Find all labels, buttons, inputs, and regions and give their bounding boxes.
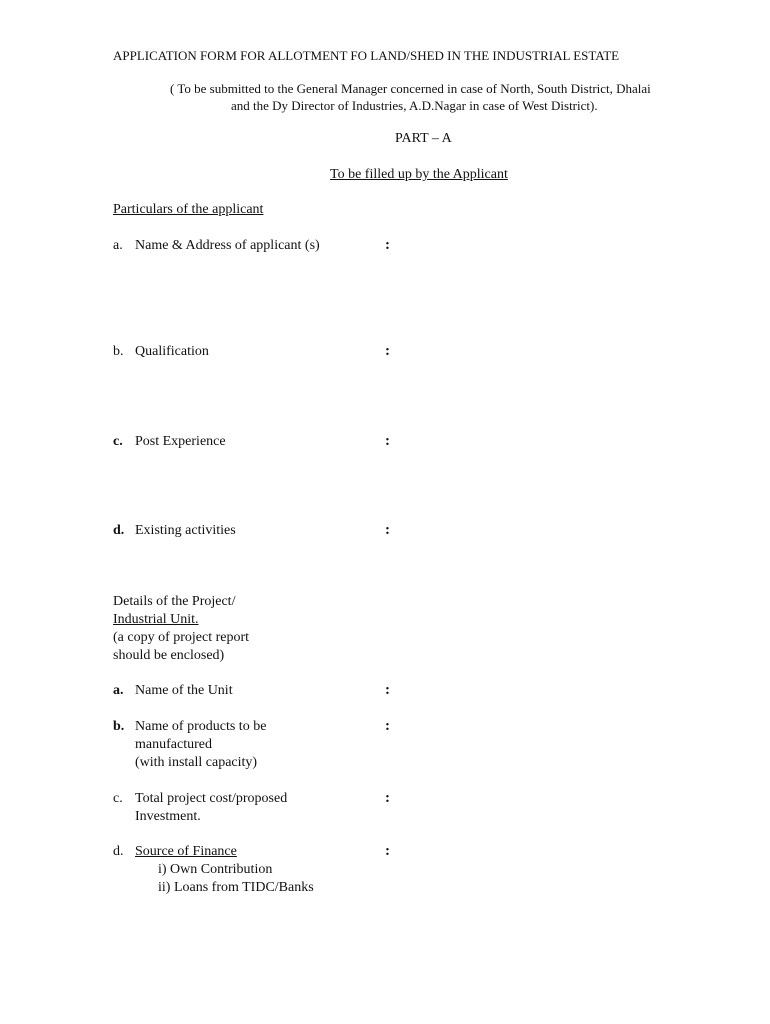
field-colon: : [385, 682, 390, 698]
field-colon: : [385, 790, 390, 806]
finance-sub-loans: ii) Loans from TIDC/Banks [158, 880, 314, 895]
field-colon: : [385, 237, 390, 253]
field-label: Name of products to be [135, 719, 267, 734]
field-label: Total project cost/proposed [135, 791, 288, 806]
field-label: Qualification [135, 344, 209, 359]
field-label: Source of Finance [135, 844, 237, 859]
item-marker: a. [113, 683, 124, 698]
project-heading-line4: should be enclosed) [113, 648, 225, 663]
field-colon: : [385, 433, 390, 449]
field-label: Name of the Unit [135, 683, 233, 698]
section-heading-applicant: Particulars of the applicant [113, 202, 264, 217]
field-label: (with install capacity) [135, 755, 258, 770]
item-marker: d. [113, 523, 125, 538]
project-heading-line2: Industrial Unit. [113, 612, 199, 627]
item-marker: b. [113, 344, 124, 359]
submission-note-line1: ( To be submitted to the General Manager concerned in case of North, South District, Dhalai [170, 81, 651, 96]
field-label: Name & Address of applicant (s) [135, 238, 320, 253]
item-marker: d. [113, 844, 124, 859]
field-label: Post Experience [135, 434, 226, 449]
field-colon: : [385, 843, 390, 859]
filled-by-label: To be filled up by the Applicant [330, 167, 508, 182]
item-marker: a. [113, 238, 123, 253]
field-label: Existing activities [135, 523, 236, 538]
field-label: manufactured [135, 737, 212, 752]
field-label: Investment. [135, 809, 201, 824]
part-label: PART – A [395, 131, 452, 146]
field-colon: : [385, 718, 390, 734]
item-marker: b. [113, 719, 125, 734]
submission-note-line2: and the Dy Director of Industries, A.D.Nagar in case of West District). [231, 98, 598, 113]
finance-sub-own-contribution: i) Own Contribution [158, 862, 273, 877]
form-title: APPLICATION FORM FOR ALLOTMENT FO LAND/SHED IN THE INDUSTRIAL ESTATE [113, 48, 620, 63]
field-colon: : [385, 522, 390, 538]
item-marker: c. [113, 791, 123, 806]
project-heading-line3: (a copy of project report [113, 630, 250, 645]
item-marker: c. [113, 434, 123, 449]
field-colon: : [385, 343, 390, 359]
project-heading-line1: Details of the Project/ [113, 594, 236, 609]
